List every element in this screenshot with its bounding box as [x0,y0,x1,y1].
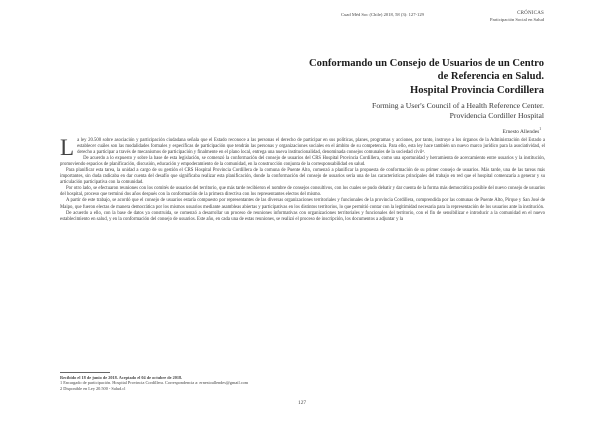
paragraph: De acuerdo a ello, con la base de datos ya construida, se comenzó a desarrollar un proceso de reuniones informativas con organizaciones territoriales y funcionales del territorio, con el fin de sensibilizar e introducir a la comunidad en el nuevo establecimiento en salud, y en la conformación del consejo de usuarios. Este año, en cada una de estas reuniones, se realizó el proceso de inscripción, los documentos a adjuntar y la [60,210,545,222]
subtitle-line: Forming a User's Council of a Health Reference Center. [372,101,544,110]
paragraph: Por otro lado, se efectuaron reuniones con los comités de usuarios del territorio, que más tarde recibieron el nombre de consejos consultivos, con los cuales se pudo debatir y dar cuenta de la forma más democrática posible del nuevo consejo de usuarios del hospital, proceso que terminó dos años después con la conformación de la primera directiva con los representantes electos del mismo. [60,186,545,198]
section-subname: Participación Social en Salud [490,16,544,22]
paragraph: Para planificar esta tarea, la unidad a cargo de su gestión el CRS Hospital Provincia Cordillera de la comuna de Puente Alto, comenzó a planificar la propuesta de conformación de su primer consejo de usuarios. Más tarde, una de las tareas más importantes, sin duda radicaba en dar cuenta del desafío que significaba realizar esta planificación, donde la conformación del consejo de usuarios sería una de las características principales del trabajo en red que el hospital comenzaría a generar y su articulación participativa con la comunidad. [60,168,545,186]
paragraph [60,135,545,160]
section-name: CRÓNICAS [517,11,544,16]
article-body [60,135,545,223]
author-text: Ernesto Allendes [502,128,540,135]
title-line: Conformando un Consejo de Usuarios de un Centro [309,58,544,69]
article-title [214,57,544,97]
journal-citation: Cuad Méd Soc (Chile) 2018, 58 (3): 127-129 [341,12,424,17]
page-number: 127 [298,400,307,406]
footnote-1: 1 Encargado de participación. Hospital Provincia Cordillera. Correspondencia a: ernestoallendes@gmail.com [60,380,249,386]
footnotes [60,375,545,391]
author-footnote-mark: 1 [539,127,541,131]
article-subtitle [244,101,544,121]
footnote-divider [60,372,110,373]
paragraph-text: a ley 20.500 sobre asociación y participación ciudadana señala que el Estado reconoce a las personas el derecho de participar en sus políticas, planes, programas y acciones, por tanto, instruye a los órganos de la Administración del Estado a establecer cuáles son las modalidades formales y específicas de participación que tendrán las personas y organizaciones sociales en el ámbito de su competencia. Para ello, esta ley hace también un nuevo marco jurídico para la asociatividad, el derecho a participar a través de mecanismos de participación y finalmente en el plano local, entrega una nueva institucionalidad, denominada consejos comunales de la sociedad civil². [77,138,545,156]
drop-cap: L [60,135,75,160]
title-line: de Referencia en Salud. [437,71,544,83]
subtitle-line: Providencia Cordiller Hospital [449,111,544,120]
section-header [490,11,544,22]
paragraph: A partir de este trabajo, se acordó que el consejo de usuarios estaría compuesto por representantes de las diversas organizaciones territoriales y funcionales de la provincia Cordillera, comprendida por las comunas de Puente Alto, Pirque y San José de Maipo, que fueron electas de manera democrática por los mismos usuarios mediante asambleas abiertas y participativas en los distintos territorios, lo que permitió contar con la legitimidad necesaria para la representación de los usuarios ante la institución. [60,198,545,210]
author-name [503,127,541,135]
title-line: Hospital Provincia Cordillera [410,84,544,96]
received-date: Recibido el 18 de junio de 2018. Aceptado el 04 de octubre de 2018. [60,375,183,380]
footnote-2: 2 Disponible en Ley 20.500 - Salud.cl [60,385,126,391]
paragraph: De acuerdo a lo expuesto y sobre la base de esta legislación, se comenzó la conformación del consejo de usuarios del CRS Hospital Provincia Cordillera, como una oportunidad y herramienta de acercamiento entre usuarios y la institución, promoviendo espacios de planificación, discusión, educación y empoderamiento de la comunidad, en la construcción conjunta de la corresponsabilidad en salud. [60,156,545,168]
